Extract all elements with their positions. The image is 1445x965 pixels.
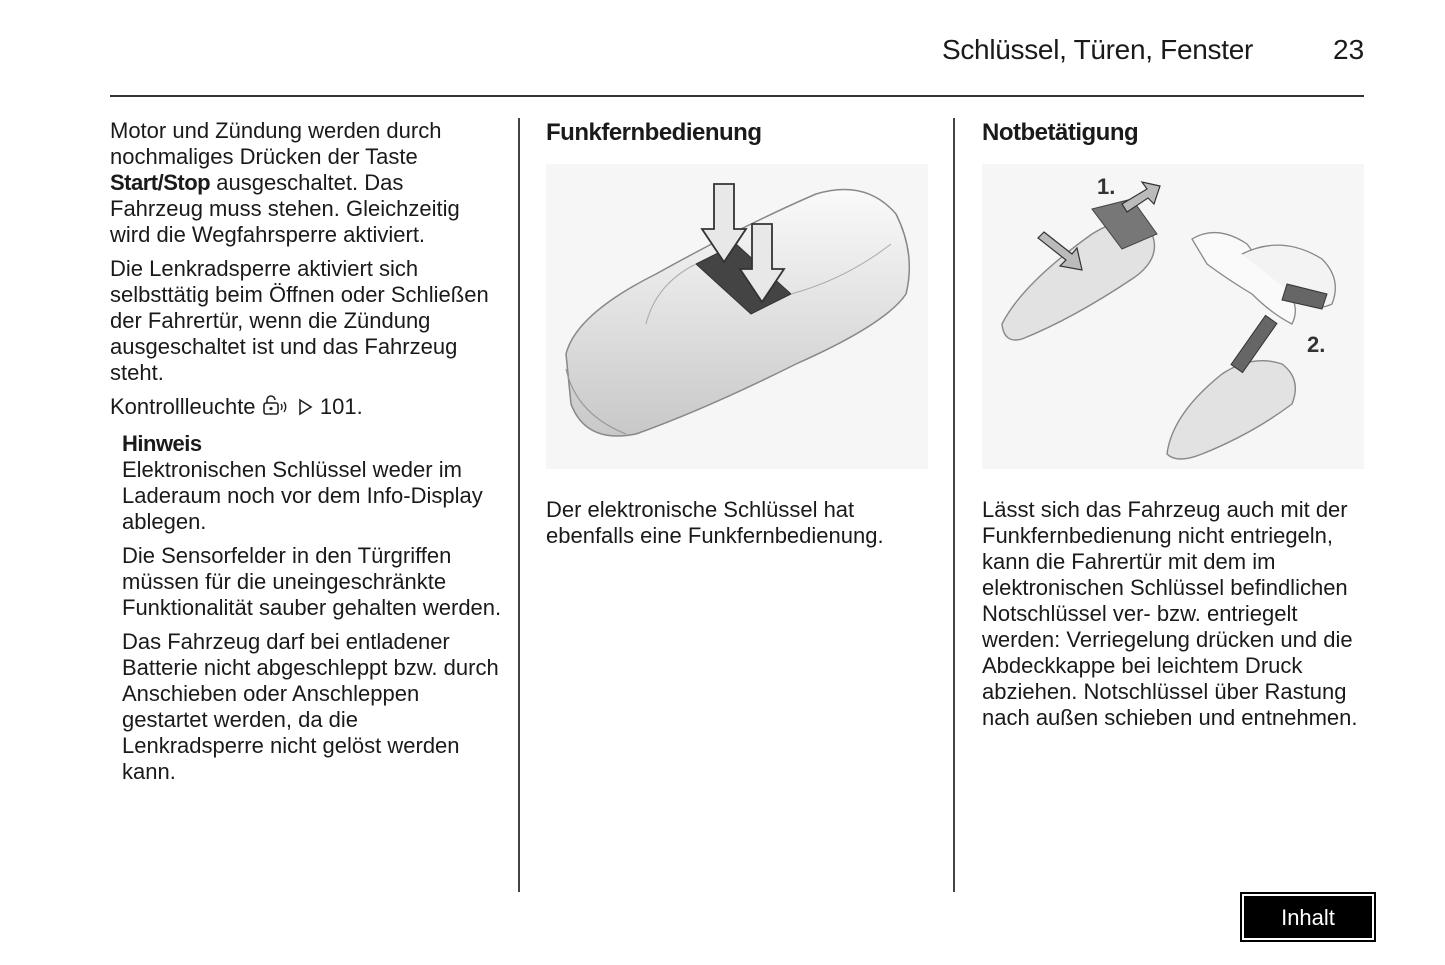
section-heading-remote: Funkfernbedienung [546, 119, 762, 146]
column-3 [982, 118, 1366, 739]
remote-description: Der elektronische Schlüssel hat ebenfalls eine Funkfernbedienung. [546, 497, 884, 548]
page-reference-arrow-icon [298, 397, 314, 423]
remote-key-illustration [546, 164, 928, 469]
emergency-key-illustration [982, 164, 1364, 469]
steering-lock-indicator-icon [262, 395, 292, 423]
note-paragraph-2: Die Sensorfelder in den Türgriffen müssen für die uneingeschränkte Funktionalität sauber gehalten werden. [122, 543, 502, 620]
step-1-label: 1. [1097, 174, 1116, 199]
column-divider-2 [953, 118, 955, 892]
section-heading-emergency: Notbetätigung [982, 119, 1139, 146]
table-of-contents-button[interactable]: Inhalt [1242, 894, 1374, 940]
paragraph-start-stop: Motor und Zündung werden durch nochmaliges Drücken der Taste Start/Stop ausgeschaltet. Das Fahrzeug muss stehen. Gleichzeitig wird die Wegfahrsperre aktiviert. [110, 118, 460, 247]
note-title: Hinweis [122, 431, 202, 456]
page-header-title: Schlüssel, Türen, Fenster [941, 34, 1253, 65]
column-divider-1 [518, 118, 520, 892]
page-reference-link[interactable]: 101. [319, 394, 363, 419]
note-box [122, 431, 502, 785]
paragraph-steering-lock: Die Lenkradsperre aktiviert sich selbsttätig beim Öffnen oder Schließen der Fahrertür, wenn die Zündung ausgeschaltet ist und das Fahrzeug steht. [110, 256, 489, 385]
step-2-label: 2. [1307, 332, 1326, 357]
header-rule [110, 95, 1364, 97]
start-stop-term: Start/Stop [110, 170, 211, 195]
paragraph-indicator: Kontrollleuchte 101. [110, 394, 502, 423]
page-number: 23 [1333, 34, 1365, 65]
note-paragraph-1: Elektronischen Schlüssel weder im Laderaum noch vor dem Info-Display ablegen. [122, 457, 483, 534]
note-paragraph-3: Das Fahrzeug darf bei entladener Batterie nicht abgeschleppt bzw. durch Anschieben oder Anschleppen gestartet werden, da die Lenkradsperre nicht gelöst werden kann. [122, 629, 499, 784]
column-1 [110, 118, 502, 793]
emergency-description: Lässt sich das Fahrzeug auch mit der Funkfernbedienung nicht entriegeln, kann die Fahrertür mit dem im elektronischen Schlüssel befindlichen Notschlüssel ver- bzw. entriegelt werden: Verriegelung drücken und die Abdeckkappe bei leichtem Druck abziehen. Notschlüssel über Rastung nach außen schieben und entnehmen. [982, 497, 1358, 730]
column-2 [546, 118, 936, 557]
